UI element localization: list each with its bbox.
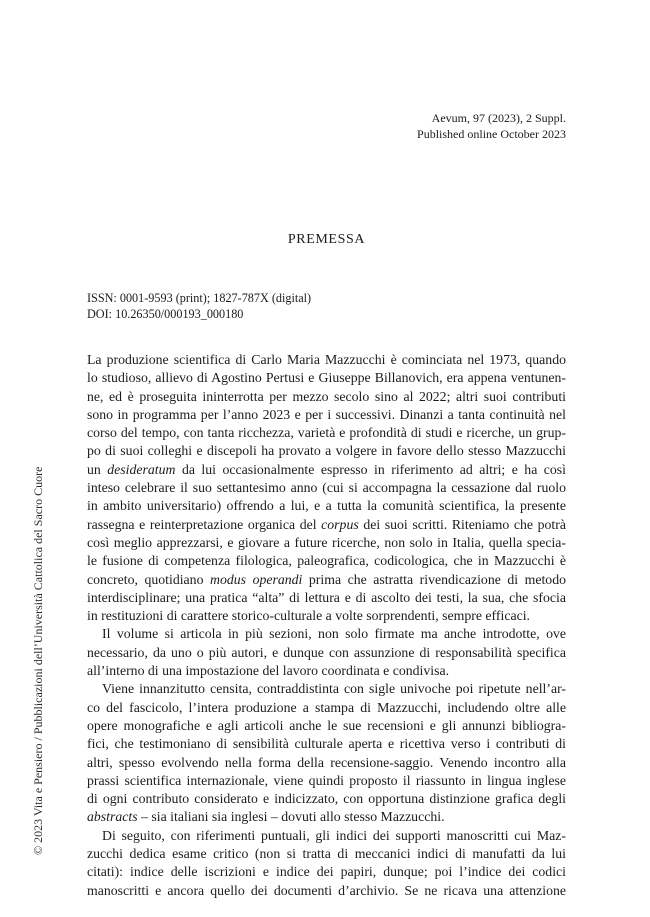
- text-line: Viene innanzitutto censita, contraddistinta con sigle univoche poi ripetute nell’ar-: [102, 681, 566, 697]
- text-line: manoscritti e ancora quello dei documenti d’archivio. Se ne ricava una attenzione: [87, 882, 566, 898]
- doi: DOI: 10.26350/000193_000180: [87, 307, 244, 321]
- line-segment: rassegna e reinterpretazione organica del: [87, 516, 322, 532]
- text-line: [87, 571, 566, 589]
- text-line: interdisciplinare; una pratica “alta” di lettura e di ascolto dei testi, la sua, che sfocia: [87, 589, 566, 605]
- issn: ISSN: 0001-9593 (print); 1827-787X (digital): [87, 291, 312, 305]
- publication-date: Published online October 2023: [417, 127, 566, 141]
- journal-citation: Aevum, 97 (2023), 2 Suppl.: [431, 111, 566, 125]
- journal-header: [417, 110, 566, 142]
- page-title: PREMESSA: [287, 232, 366, 247]
- text-line: zucchi dedica esame critico (non si tratta di meccanici indici di manufatti da lui: [87, 846, 566, 862]
- line-segment: prima che astratta rivendicazione di metodo: [302, 571, 567, 587]
- text-line: all’interno di una impostazione del lavoro coordinata e condivisa.: [87, 663, 450, 679]
- text-line: in ambito universitario) offrendo a lui, e a tutta la comunità scientifica, la presente: [87, 498, 566, 514]
- italic-term: desideratum: [107, 461, 176, 477]
- paragraph: [87, 680, 566, 826]
- text-line: prassi scientifica internazionale, viene quindi proposto il riassunto in lingua inglese: [87, 772, 566, 788]
- text-line: le fusione di competenza filologica, paleografica, codicologica, che in Mazzucchi è: [87, 553, 566, 569]
- text-line: [87, 516, 566, 534]
- text-line: inteso celebrare il suo settantesimo anno (cui si accompagna la cessazione dal ruolo: [87, 480, 566, 496]
- text-line: così meglio apprezzarsi, e giovare a future ricerche, non solo in Italia, quella specia-: [87, 534, 566, 550]
- text-line: necessario, da uno o più autori, e dunque con assunzione di responsabilità specifica: [87, 644, 566, 660]
- text-line: altri, spesso evolvendo nella forma della recensione-saggio. Venendo incontro alla: [87, 754, 566, 770]
- text-line: ne, ed è proseguita ininterrotta per mezzo secolo sino al 2022; altri suoi contributi: [87, 388, 566, 404]
- line-segment: concreto, quotidiano: [87, 571, 211, 587]
- italic-term: modus operandi: [210, 571, 303, 587]
- italic-term: abstracts: [87, 809, 138, 825]
- paragraph: [87, 827, 566, 900]
- text-line: Di seguito, con riferimenti puntuali, gli indici dei supporti manoscritti cui Maz-: [102, 827, 566, 843]
- line-segment: da lui occasionalmente espresso in riferimento ad altri; e ha così: [175, 461, 567, 477]
- text-line: po di suoi colleghi e discepoli ha provato a volgere in favore dello stesso Mazzucchi: [87, 443, 566, 459]
- text-line: Il volume si articola in più sezioni, non solo firmate ma anche introdotte, ove: [102, 626, 566, 642]
- text-line: in restituzioni di carattere storico-culturale a volte sorprendenti, sempre efficaci.: [87, 608, 530, 624]
- italic-term: corpus: [321, 516, 359, 532]
- text-line: fici, che testimoniano di sensibilità culturale aperta e ricettiva verso i contributi di: [87, 736, 566, 752]
- text-line: corso del tempo, con tanta ricchezza, varietà e profondità di studi e ricerche, un grup-: [87, 425, 566, 441]
- text-line: di ogni contributo considerato e indicizzato, con opportuna distinzione grafica degli: [87, 791, 566, 807]
- body-text: [87, 351, 566, 900]
- identifiers: [87, 290, 311, 322]
- text-line: citati): indice delle iscrizioni e indice dei papiri, dunque; poi l’indice dei codici: [87, 864, 566, 880]
- paragraph: [87, 625, 566, 680]
- line-segment: un: [87, 461, 108, 477]
- text-line: [87, 808, 566, 826]
- text-line: sono in programma per l’anno 2023 e per i successivi. Dinanzi a tanta continuità nel: [87, 406, 566, 422]
- line-segment: – sia italiani sia inglesi – dovuti allo stesso Mazzucchi.: [137, 809, 445, 825]
- line-segment: dei suoi scritti. Riteniamo che potrà: [358, 516, 566, 532]
- copyright-notice: © 2023 Vita e Pensiero / Pubblicazioni dell’Università Cattolica del Sacro Cuore: [31, 466, 45, 855]
- text-line: co del fascicolo, l’intera produzione a stampa di Mazzucchi, includendo oltre alle: [87, 699, 566, 715]
- text-line: opere monografiche e agli articoli anche le sue recensioni e gli annunzi bibliogra-: [87, 717, 566, 733]
- text-line: La produzione scientifica di Carlo Maria Mazzucchi è cominciata nel 1973, quando: [87, 352, 566, 367]
- text-line: lo studioso, allievo di Agostino Pertusi e Giuseppe Billanovich, era appena ventunen-: [87, 370, 566, 386]
- paragraph: [87, 351, 566, 625]
- text-line: [87, 461, 566, 479]
